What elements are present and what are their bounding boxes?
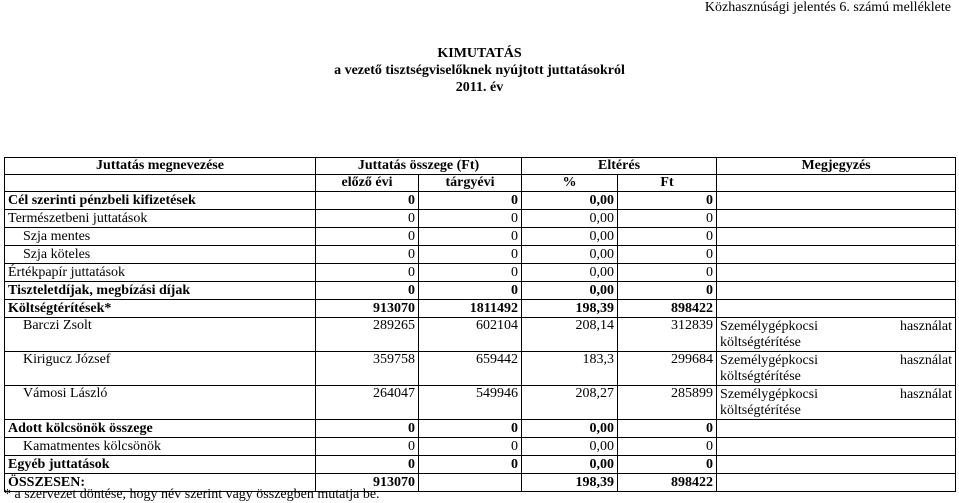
note-text-2: használat (899, 319, 953, 334)
cell-curr: 0 (419, 420, 522, 438)
cell-prev: 264047 (316, 386, 419, 420)
row-label: Szja köteles (5, 246, 316, 264)
cell-prev: 289265 (316, 318, 419, 352)
row-note (717, 420, 956, 438)
row-label: Értékpapír juttatások (5, 264, 316, 282)
table-row (5, 264, 956, 282)
cell-ft: 898422 (618, 474, 717, 492)
table-row (5, 318, 956, 352)
table-row (5, 246, 956, 264)
cell-pct: 183,3 (522, 352, 618, 386)
cell-pct: 198,39 (522, 300, 618, 318)
subheader-ft: Ft (618, 175, 717, 192)
cell-curr: 549946 (419, 386, 522, 420)
note-text-1: Személygépkocsi (720, 353, 819, 368)
annex-label: Közhasznúsági jelentés 6. számú melléklete (704, 0, 951, 15)
subheader-note-empty (717, 175, 956, 192)
table-row (5, 352, 956, 386)
cell-prev: 0 (316, 438, 419, 456)
table-row (5, 300, 956, 318)
footnote: * a szervezet döntése, hogy név szerint vagy összegben mutatja be. (4, 487, 380, 502)
table-row (5, 438, 956, 456)
cell-pct: 208,27 (522, 386, 618, 420)
cell-pct: 0,00 (522, 420, 618, 438)
cell-curr: 602104 (419, 318, 522, 352)
cell-pct: 0,00 (522, 228, 618, 246)
row-label: Kirigucz József (5, 352, 316, 386)
cell-ft: 0 (618, 246, 717, 264)
cell-pct: 0,00 (522, 210, 618, 228)
cell-prev: 0 (316, 246, 419, 264)
table-row (5, 210, 956, 228)
col-header-amount: Juttatás összege (Ft) (316, 158, 522, 175)
cell-prev: 913070 (316, 300, 419, 318)
cell-curr: 0 (419, 192, 522, 210)
row-note (717, 318, 956, 352)
cell-pct: 208,14 (522, 318, 618, 352)
cell-ft: 0 (618, 456, 717, 474)
row-note (717, 282, 956, 300)
cell-prev: 0 (316, 228, 419, 246)
row-note (717, 264, 956, 282)
row-label: Barczi Zsolt (5, 318, 316, 352)
note-text-2: használat (899, 353, 953, 368)
row-note (717, 300, 956, 318)
cell-prev: 0 (316, 264, 419, 282)
cell-prev: 0 (316, 210, 419, 228)
cell-ft: 312839 (618, 318, 717, 352)
table-row (5, 386, 956, 420)
row-label: ÖSSZESEN: (5, 474, 316, 492)
cell-ft: 0 (618, 228, 717, 246)
report-year: 2011. év (455, 80, 504, 95)
table-row (5, 456, 956, 474)
row-label: Természetbeni juttatások (5, 210, 316, 228)
cell-pct: 0,00 (522, 438, 618, 456)
table-row (5, 282, 956, 300)
cell-ft: 0 (618, 282, 717, 300)
cell-curr (419, 474, 522, 492)
row-note (717, 386, 956, 420)
table-body (5, 192, 956, 492)
cell-curr: 0 (419, 210, 522, 228)
cell-curr: 0 (419, 282, 522, 300)
cell-pct: 0,00 (522, 264, 618, 282)
cell-ft: 898422 (618, 300, 717, 318)
note-text-1: Személygépkocsi (720, 319, 819, 334)
report-subtitle: a vezető tisztségviselőknek nyújtott juttatásokról (334, 63, 625, 78)
row-note (717, 474, 956, 492)
subheader-empty (5, 175, 316, 192)
report-title: KIMUTATÁS (437, 46, 522, 61)
subheader-pct: % (522, 175, 618, 192)
cell-pct: 198,39 (522, 474, 618, 492)
cell-curr: 0 (419, 246, 522, 264)
note-text-3: költségtérítése (720, 335, 801, 350)
cell-curr: 1811492 (419, 300, 522, 318)
note-text-3: költségtérítése (720, 369, 801, 384)
cell-pct: 0,00 (522, 282, 618, 300)
cell-ft: 0 (618, 210, 717, 228)
row-label: Cél szerinti pénzbeli kifizetések (5, 192, 316, 210)
row-label: Vámosi László (5, 386, 316, 420)
cell-curr: 0 (419, 264, 522, 282)
subheader-prev: előző évi (316, 175, 419, 192)
cell-prev: 0 (316, 420, 419, 438)
row-label: Kamatmentes kölcsönök (5, 438, 316, 456)
row-label: Szja mentes (5, 228, 316, 246)
row-note (717, 352, 956, 386)
cell-ft: 299684 (618, 352, 717, 386)
row-note (717, 456, 956, 474)
row-label: Költségtérítések* (5, 300, 316, 318)
note-text-1: Személygépkocsi (720, 387, 819, 402)
row-note (717, 246, 956, 264)
col-header-diff: Eltérés (522, 158, 717, 175)
cell-prev: 0 (316, 282, 419, 300)
table-row (5, 420, 956, 438)
cell-ft: 0 (618, 264, 717, 282)
cell-ft: 285899 (618, 386, 717, 420)
row-label: Tiszteletdíjak, megbízási díjak (5, 282, 316, 300)
cell-pct: 0,00 (522, 192, 618, 210)
row-note (717, 192, 956, 210)
col-header-name: Juttatás megnevezése (5, 158, 316, 175)
cell-prev: 359758 (316, 352, 419, 386)
cell-prev: 913070 (316, 474, 419, 492)
cell-ft: 0 (618, 420, 717, 438)
cell-ft: 0 (618, 192, 717, 210)
table-row (5, 228, 956, 246)
note-text-2: használat (899, 387, 953, 402)
row-note (717, 228, 956, 246)
col-header-note: Megjegyzés (717, 158, 956, 175)
row-label: Adott kölcsönök összege (5, 420, 316, 438)
cell-ft: 0 (618, 438, 717, 456)
subheader-curr: tárgyévi (419, 175, 522, 192)
note-text-3: költségtérítése (720, 403, 801, 418)
cell-pct: 0,00 (522, 456, 618, 474)
cell-prev: 0 (316, 456, 419, 474)
cell-curr: 0 (419, 456, 522, 474)
cell-curr: 0 (419, 438, 522, 456)
row-note (717, 438, 956, 456)
row-note (717, 210, 956, 228)
cell-prev: 0 (316, 192, 419, 210)
cell-curr: 659442 (419, 352, 522, 386)
cell-curr: 0 (419, 228, 522, 246)
cell-pct: 0,00 (522, 246, 618, 264)
table-row (5, 192, 956, 210)
benefits-table (4, 157, 956, 492)
row-label: Egyéb juttatások (5, 456, 316, 474)
